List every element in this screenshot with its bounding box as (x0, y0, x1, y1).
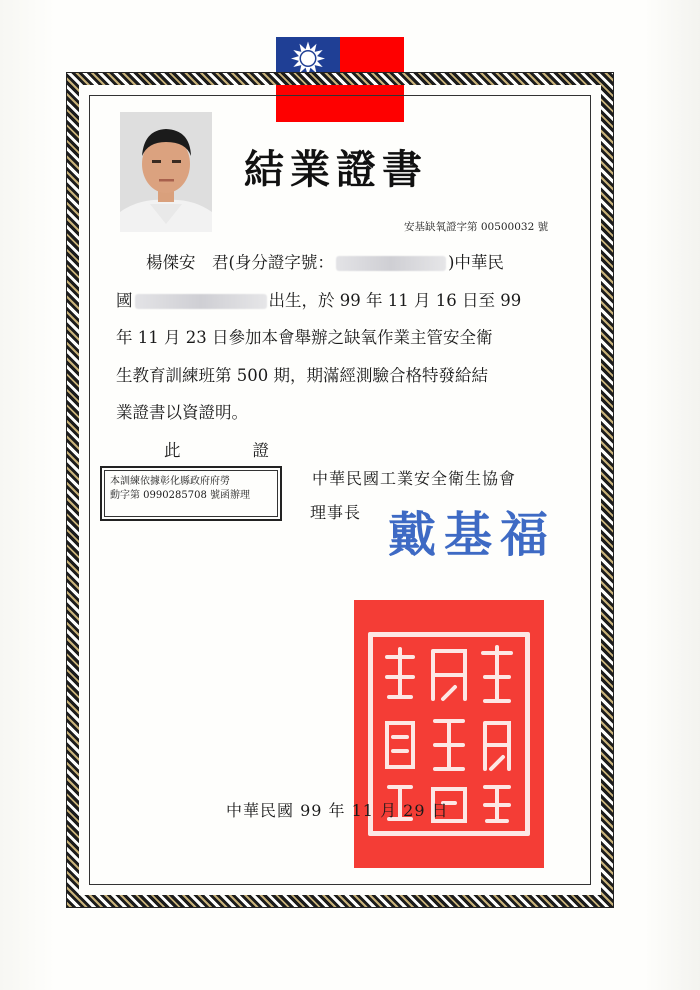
issuing-organization: 中華民國工業安全衛生協會 (312, 469, 517, 488)
body-line-2-suffix: 出生，於 99 年 11 月 16 日至 99 (268, 290, 522, 310)
official-seal-stamp (354, 600, 544, 868)
certificate-body (116, 244, 586, 469)
legal-basis-line-1: 本訓練依據彰化縣政府府勞 (110, 476, 230, 487)
certificate-number: 安基缺氧證字第 00500032 號 (404, 221, 549, 233)
redacted-birth-date (135, 294, 267, 309)
chairman-title: 理事長 (310, 503, 362, 522)
chairman-signature: 戴基福 (388, 507, 557, 563)
legal-basis-inner (104, 470, 278, 517)
legal-basis-box (100, 466, 282, 521)
attestation-line (116, 432, 586, 470)
body-line-1 (116, 244, 586, 282)
body-line-2 (116, 282, 586, 320)
certificate-title: 結業證書 (244, 146, 428, 193)
attest-char-1: 此 (164, 440, 183, 460)
portrait-photo (120, 112, 212, 232)
issue-date: 中華民國 99 年 11 月 29 日 (226, 801, 449, 820)
recipient-name-text: 楊傑安 君(身分證字號： (146, 253, 334, 272)
body-line-4: 生教育訓練班第 500 期，期滿經測驗合格特發給結 (116, 365, 488, 385)
body-line-1-suffix: )中華民 (447, 253, 504, 272)
body-line-3: 年 11 月 23 日參加本會舉辦之缺氧作業主管安全衛 (116, 328, 493, 347)
redacted-id-number (336, 256, 446, 271)
body-line-5: 業證書以資證明。 (116, 403, 248, 422)
legal-basis-line-2: 動字第 0990285708 號函辦理 (110, 490, 250, 501)
person-photo-icon (120, 112, 212, 232)
attest-char-2: 證 (252, 440, 271, 460)
body-line-2-prefix: 國 (116, 290, 133, 310)
